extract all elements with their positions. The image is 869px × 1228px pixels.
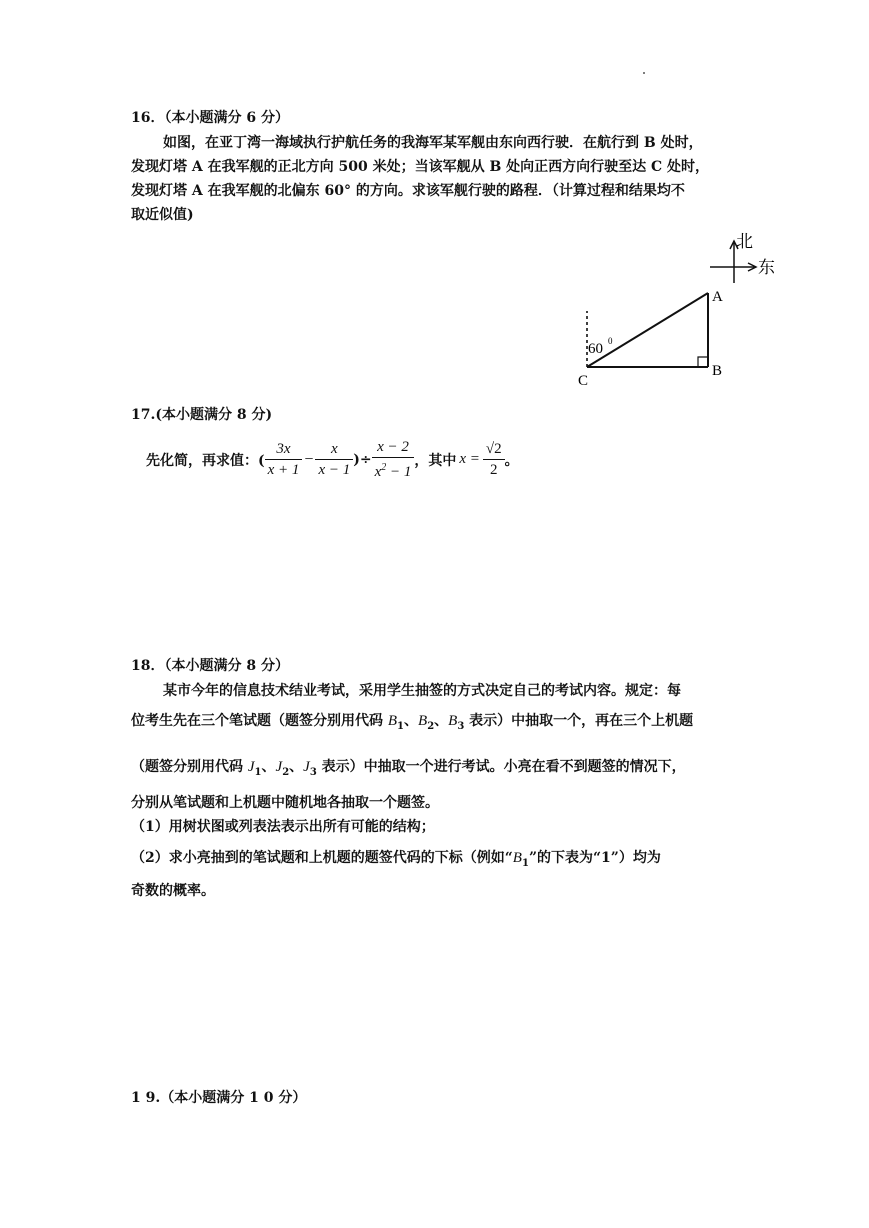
fraction-sqrt2-over-2: $\frac{√2}{2}$ xyxy=(483,439,505,480)
q17-end: 。 xyxy=(504,452,519,469)
q19-header: 1 9.（本小题满分 1 0 分） xyxy=(131,1090,307,1106)
q16-line-2: 发现灯塔 A 在我军舰的正北方向 500 米处；当该军舰从 B 处向正西方向行驶至达 C 处时， xyxy=(131,159,710,175)
q17-header: 17.(本小题满分 8 分) xyxy=(131,407,273,423)
q16-header: 16．（本小题满分 6 分） xyxy=(131,110,289,126)
q18-line-5: （1）用树状图或列表法表示出所有可能的结构； xyxy=(131,819,435,835)
q18-line-1: 某市今年的信息技术结业考试，采用学生抽签的方式决定自己的考试内容。规定：每 xyxy=(163,683,681,699)
label-c: C xyxy=(578,373,589,389)
q16-line-3: 发现灯塔 A 在我军舰的北偏东 60° 的方向。求该军舰行驶的路程．（计算过程和结果均不 xyxy=(131,183,685,199)
q17-x-equals: x = xyxy=(459,451,480,467)
segment-ca xyxy=(587,293,708,367)
q16-line-4: 取近似值) xyxy=(131,207,194,223)
minus-sign: − xyxy=(304,450,314,468)
q16-figure xyxy=(560,225,790,395)
label-angle: 60 xyxy=(588,341,603,357)
q18-line-2: 位考生先在三个笔试题（题签分别用代码 $B_1$、$B_2$、$B_3$ 表示）中抽取一个，再在三个上机题 xyxy=(131,713,694,732)
label-a: A xyxy=(712,289,723,305)
q18-line-3: （题签分别用代码 $J_1$、$J_2$、$J_3$ 表示）中抽取一个进行考试。小亮在看不到题签的情况下， xyxy=(131,759,686,778)
label-north: 北 xyxy=(736,232,753,252)
q18-header: 18．（本小题满分 8 分） xyxy=(131,658,289,674)
q17-prefix: 先化简，再求值：( xyxy=(146,452,265,469)
fraction-x-over-x-minus-1: $\frac{x}{x - 1}$ xyxy=(315,439,353,480)
label-b: B xyxy=(712,363,723,379)
right-angle-mark xyxy=(698,357,708,367)
fraction-x-minus-2-over-x2-minus-1: $\frac{x - 2}{x^2 - 1}$ xyxy=(372,437,415,482)
q18-line-6: （2）求小亮抽到的笔试题和上机题的题签代码的下标（例如“$B_1$”的下表为“1”）均为 xyxy=(131,850,661,869)
q17-close-div: )÷ xyxy=(353,451,372,468)
q16-line-1: 如图，在亚丁湾一海域执行护航任务的我海军某军舰由东向西行驶．在航行到 B 处时， xyxy=(163,135,703,151)
q17-where: ，其中 xyxy=(414,452,457,469)
label-east: 东 xyxy=(758,258,775,278)
q18-line-7: 奇数的概率。 xyxy=(131,883,215,899)
page-mark-dot xyxy=(643,72,645,74)
q17-expression xyxy=(146,437,519,482)
label-angle-degree: 0 xyxy=(608,336,613,346)
fraction-3x-over-x-plus-1: $\frac{3x}{x + 1}$ xyxy=(265,439,303,480)
q18-line-4: 分别从笔试题和上机题中随机地各抽取一个题签。 xyxy=(131,795,439,811)
